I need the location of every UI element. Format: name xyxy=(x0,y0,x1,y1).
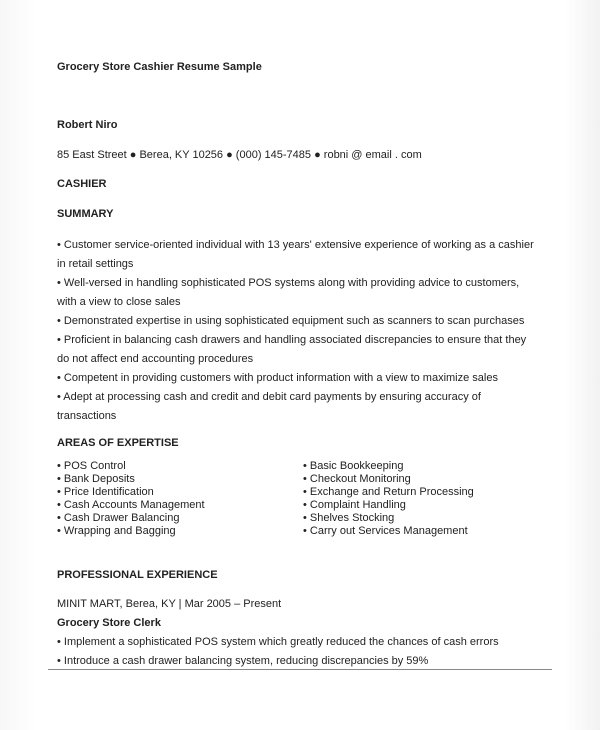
expertise-item: • Complaint Handling xyxy=(303,499,406,511)
expertise-item: • Checkout Monitoring xyxy=(303,473,411,485)
summary-line: • Demonstrated expertise in using sophisticated equipment such as scanners to scan purchases xyxy=(57,315,525,327)
contact-line: 85 East Street ● Berea, KY 10256 ● (000) 145-7485 ● robni @ email . com xyxy=(57,149,422,161)
employer-line: MINIT MART, Berea, KY | Mar 2005 – Present xyxy=(57,598,282,610)
expertise-item: • Cash Accounts Management xyxy=(57,499,205,511)
summary-line: • Well-versed in handling sophisticated POS systems along with providing advice to customers, xyxy=(57,277,520,289)
expertise-item: • Bank Deposits xyxy=(57,473,135,485)
summary-line: with a view to close sales xyxy=(57,296,181,308)
expertise-item: • Exchange and Return Processing xyxy=(303,486,474,498)
summary-line: • Customer service-oriented individual with 13 years' extensive experience of working as a cashier xyxy=(57,239,534,251)
expertise-item: • POS Control xyxy=(57,460,126,472)
candidate-name: Robert Niro xyxy=(57,119,118,131)
summary-line: transactions xyxy=(57,410,117,422)
expertise-item: • Wrapping and Bagging xyxy=(57,525,176,537)
expertise-left-column xyxy=(57,460,205,538)
experience-heading: PROFESSIONAL EXPERIENCE xyxy=(57,569,218,581)
experience-bullet: • Introduce a cash drawer balancing system, reducing discrepancies by 59% xyxy=(57,655,429,667)
role-heading: CASHIER xyxy=(57,178,107,190)
expertise-item: • Price Identification xyxy=(57,486,154,498)
expertise-item: • Basic Bookkeeping xyxy=(303,460,404,472)
expertise-item: • Shelves Stocking xyxy=(303,512,395,524)
summary-line: • Adept at processing cash and credit and debit card payments by ensuring accuracy of xyxy=(57,391,481,403)
expertise-right-column xyxy=(303,460,474,538)
summary-line: in retail settings xyxy=(57,258,134,270)
expertise-item: • Carry out Services Management xyxy=(303,525,468,537)
summary-heading: SUMMARY xyxy=(57,208,114,220)
experience-bullet: • Implement a sophisticated POS system which greatly reduced the chances of cash errors xyxy=(57,636,499,648)
expertise-heading: AREAS OF EXPERTISE xyxy=(57,437,179,449)
summary-line: • Proficient in balancing cash drawers and handling associated discrepancies to ensure that they xyxy=(57,334,527,346)
job-title: Grocery Store Clerk xyxy=(57,617,161,629)
document-title: Grocery Store Cashier Resume Sample xyxy=(57,61,262,73)
expertise-item: • Cash Drawer Balancing xyxy=(57,512,180,524)
summary-line: do not affect end accounting procedures xyxy=(57,353,254,365)
summary-line: • Competent in providing customers with product information with a view to maximize sales xyxy=(57,372,498,384)
page-divider xyxy=(48,669,552,670)
